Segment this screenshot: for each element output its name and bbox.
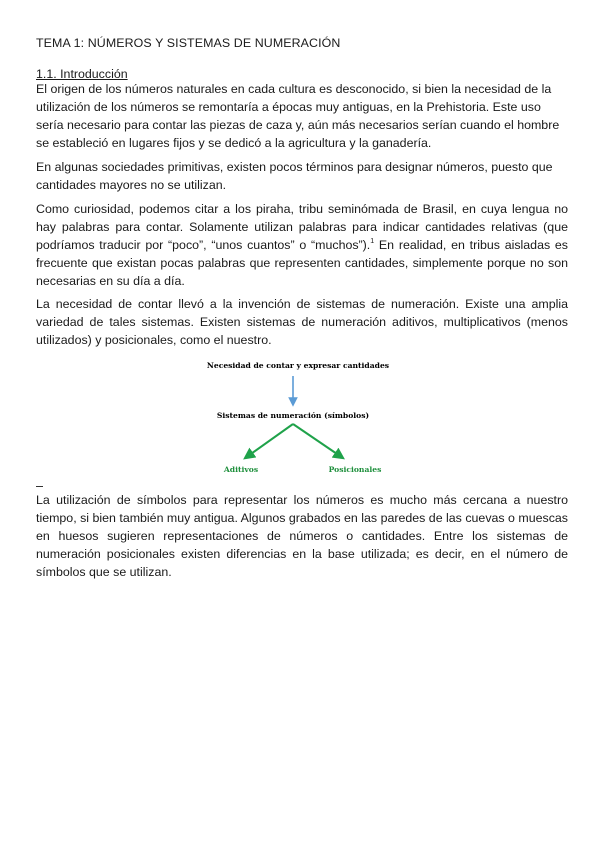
paragraph-piraha-text: Como curiosidad, podemos citar a los piraha, tribu seminómada de Brasil, en cuya lengua no hay palabras para contar. Solamente utilizan palabras para indicar cantidades relativas (que podríamos traducir por “poco”, “unos cuantos” o “muchos”).	[36, 202, 568, 252]
footnote-reference[interactable]: 1	[370, 238, 375, 245]
paragraph-symbols: La utilización de símbolos para representar los números es mucho más cercana a nuestro tiempo, si bien también muy antigua. Algunos grabados en las paredes de las cuevas o muescas en huesos sugieren representaciones de números o cantidades. Entre los sistemas de numeración posicionales existen diferencias en la base utilizada; es decir, en el número de símbolos que se utilizan.	[36, 493, 568, 579]
text-marker	[36, 486, 43, 487]
paragraph-piraha-continuation: En realidad, en tribus aisladas es frecuente que existan pocas palabras que representen cantidades, simplemente porque no son necesarias en su día a día.	[36, 238, 569, 288]
diagram-right-label: Posicionales	[328, 465, 382, 474]
paragraph-primitive-societies: En algunas sociedades primitivas, existen pocos términos para designar números, puesto que cantidades mayores no se utilizan.	[36, 160, 553, 192]
section-heading: 1.1. Introducción	[36, 67, 128, 81]
paragraph-numeral-systems: La necesidad de contar llevó a la invención de sistemas de numeración. Existe una amplia variedad de tales sistemas. Existen sistemas de numeración aditivos, multiplicativos (menos utilizados) y posicionales, como el nuestro.	[36, 297, 568, 347]
paragraph-origin: El origen de los números naturales en cada cultura es desconocido, si bien la necesidad de la utilización de los números se remontaría a épocas muy antiguas, en la Prehistoria. Este uso sería necesario para contar las piezas de caza y, aún más necesarios serían cuando el hombre se estableció en lugares fijos y se dedicó a la agricultura y la ganadería.	[36, 82, 560, 150]
diagram-middle-label: Sistemas de numeración (símbolos)	[216, 411, 370, 420]
numeral-systems-diagram	[0, 352, 600, 482]
page-title: TEMA 1: NÚMEROS Y SISTEMAS DE NUMERACIÓN	[36, 36, 341, 50]
green-right-arrow	[293, 424, 340, 456]
diagram-left-label: Aditivos	[223, 465, 259, 474]
green-left-arrow	[248, 424, 293, 456]
diagram-top-label: Necesidad de contar y expresar cantidades	[206, 361, 390, 370]
paragraph-piraha	[36, 200, 568, 290]
